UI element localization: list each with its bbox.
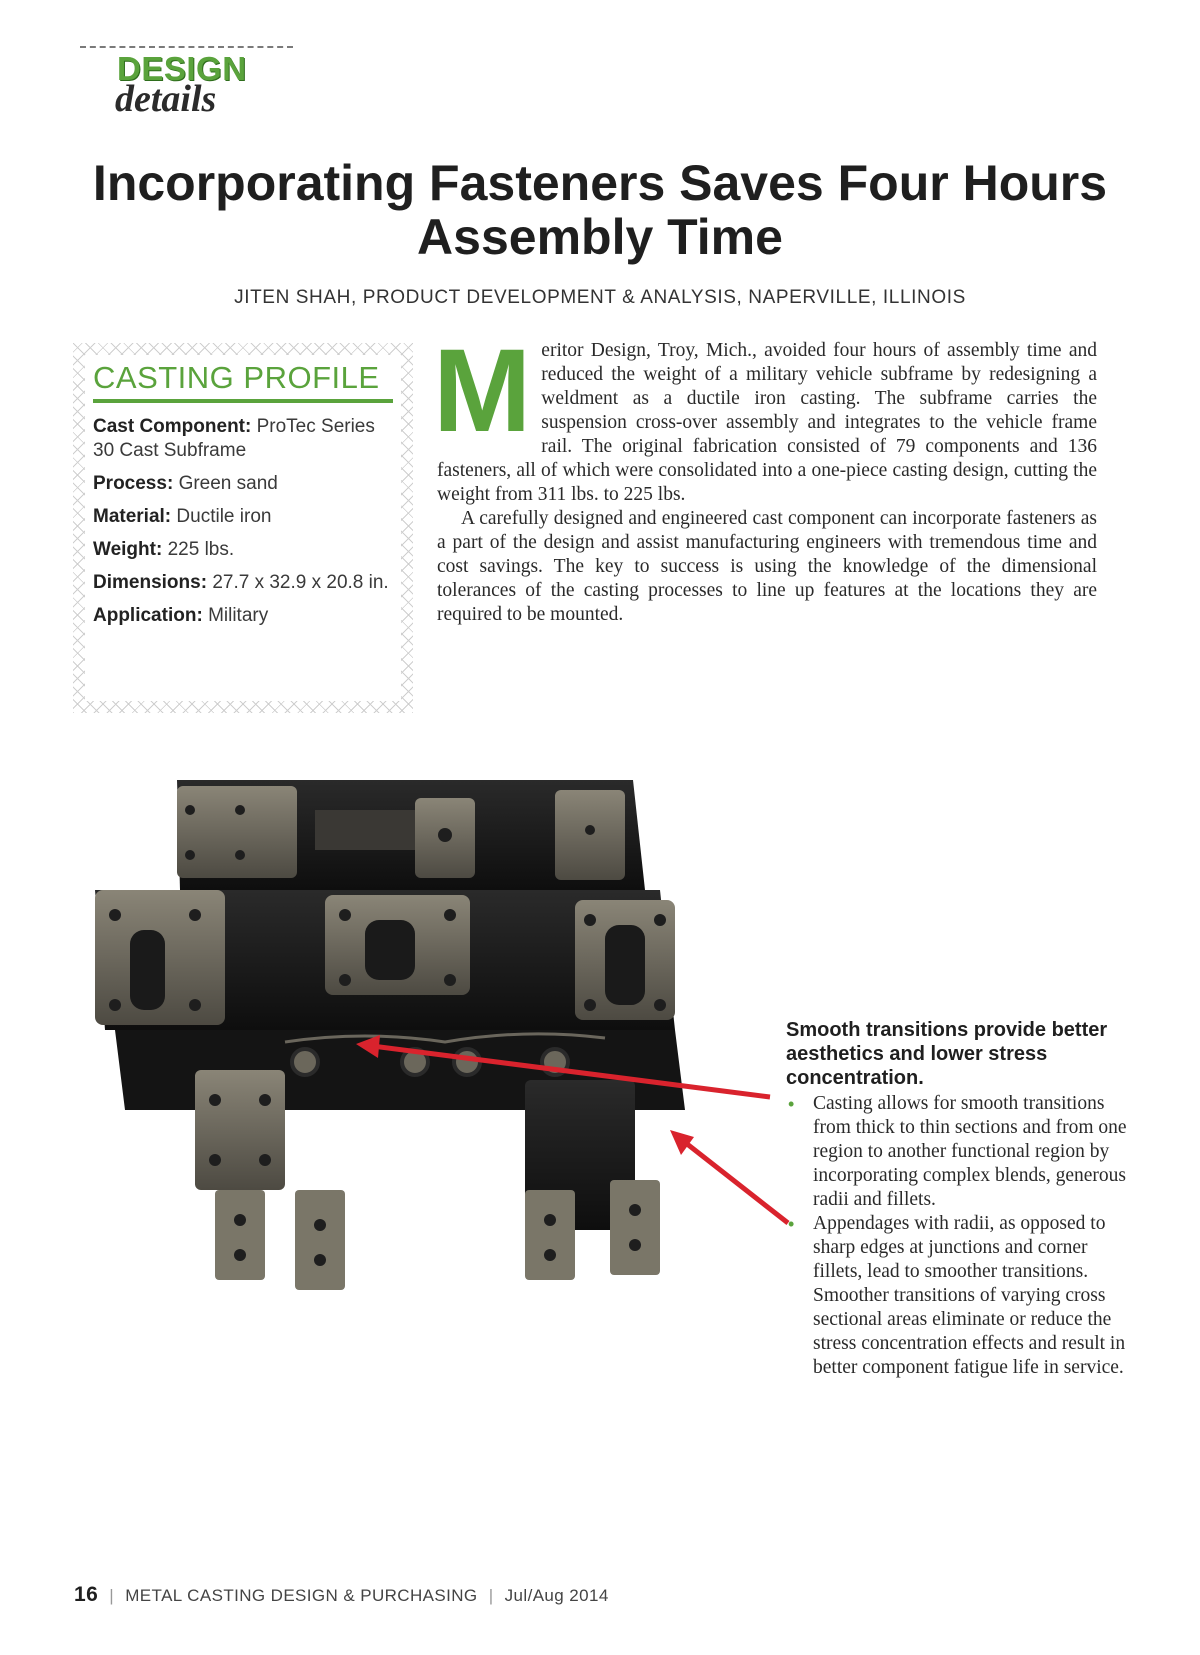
cast-subframe-photo — [85, 780, 725, 1300]
profile-key: Weight: — [93, 539, 163, 561]
profile-row-process — [93, 472, 393, 496]
callout-bullet-text: Casting allows for smooth transitions from thick to thin sections and from one region to another functional region by incorporating complex blends, generous radii and fillets. — [813, 1093, 1127, 1210]
profile-row-weight — [93, 538, 393, 562]
article-byline: JITEN SHAH, PRODUCT DEVELOPMENT & ANALYSIS, NAPERVILLE, ILLINOIS — [234, 287, 966, 308]
profile-key: Material: — [93, 506, 172, 528]
article-body — [433, 325, 1097, 627]
bullet-icon: • — [788, 1214, 795, 1234]
profile-value: 225 lbs. — [167, 539, 235, 561]
profile-value: ProTec Series 30 Cast Subframe — [93, 416, 375, 462]
profile-row-component — [93, 415, 393, 463]
article-title: Incorporating Fasteners Saves Four Hours Assembly Time — [92, 155, 1108, 265]
profile-value: Military — [208, 605, 269, 627]
article-paragraph-1: eritor Design, Troy, Mich., avoided four hours of assembly time and reduced the weight of a military vehicle subframe by redesigning a weldment as a ductile iron casting. The subframe carries the suspension cross-over assembly and integrates to the vehicle frame rail. The original fabrication consisted of 79 components and 136 fasteners, all of which were consolidated into a one-piece casting design, cutting the weight from 311 lbs. to 225 lbs. — [437, 340, 1097, 505]
brand-divider — [80, 46, 293, 48]
article-paragraph-2: A carefully designed and engineered cast component can incorporate fasteners as a part of the design and assist manufacturing engineers with tremendous time and cost savings. The key to success is using the knowledge of the dimensional tolerances of the casting processes to line up features at the locations they are required to be mounted. — [437, 508, 1097, 625]
drop-cap: M — [433, 325, 532, 457]
page-footer — [74, 1583, 609, 1607]
brand-design-label: DESIGN — [117, 50, 247, 87]
profile-value: Ductile iron — [176, 506, 272, 528]
callout-bullet-item — [786, 1212, 1136, 1380]
bullet-icon: • — [788, 1094, 795, 1114]
profile-row-material — [93, 505, 393, 529]
brand-details-label: details — [115, 78, 217, 120]
casting-profile-title: CASTING PROFILE — [93, 361, 393, 403]
profile-value: 27.7 x 32.9 x 20.8 in. — [212, 572, 389, 594]
issue-date: Jul/Aug 2014 — [504, 1586, 609, 1605]
profile-key: Dimensions: — [93, 572, 208, 594]
publication-name: METAL CASTING DESIGN & PURCHASING — [125, 1586, 478, 1605]
profile-key: Application: — [93, 605, 203, 627]
footer-separator: | — [109, 1586, 115, 1605]
callout-box — [786, 1018, 1136, 1380]
profile-value: Green sand — [178, 473, 278, 495]
casting-profile-content — [85, 355, 401, 701]
profile-key: Process: — [93, 473, 174, 495]
callout-bullets — [786, 1092, 1136, 1380]
callout-bullet-text: Appendages with radii, as opposed to sharp edges at junctions and corner fillets, lead to smoother transitions. Smoother transitions of varying cross sectional areas eliminate or reduce the stress concentration effects and result in better component fatigue life in service. — [813, 1213, 1126, 1378]
callout-title: Smooth transitions provide better aesthetics and lower stress concentration. — [786, 1019, 1108, 1089]
footer-separator: | — [488, 1586, 494, 1605]
profile-row-dimensions — [93, 571, 393, 595]
profile-row-application — [93, 604, 393, 628]
profile-key: Cast Component: — [93, 416, 252, 438]
callout-bullet-item — [786, 1092, 1136, 1212]
casting-profile-box — [73, 343, 413, 713]
page-number: 16 — [74, 1583, 99, 1606]
